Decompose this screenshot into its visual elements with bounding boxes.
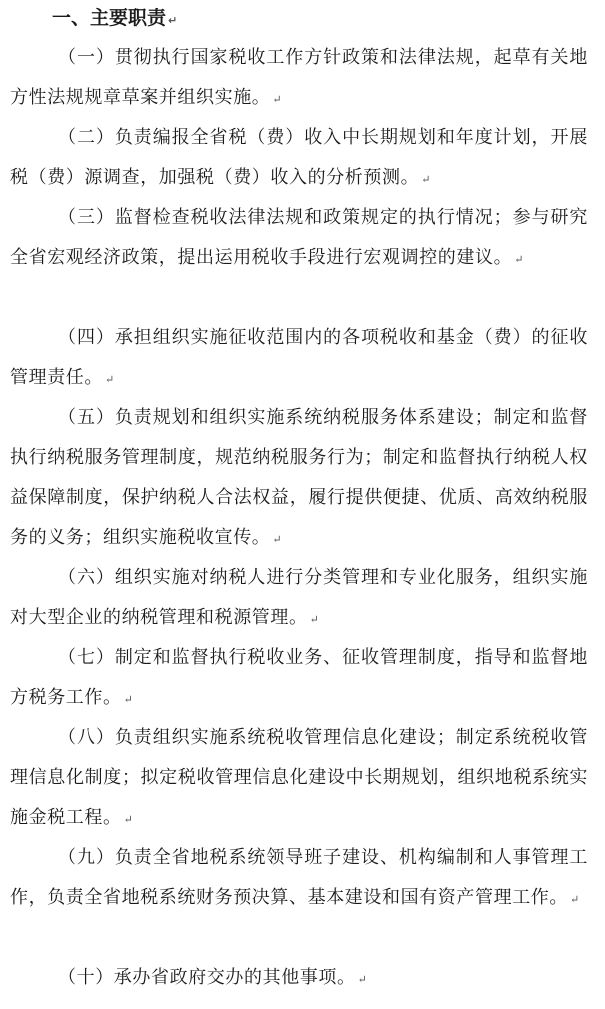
- paragraph-mark-icon: ↵: [272, 533, 283, 546]
- paragraph-mark-icon: ↵: [357, 973, 368, 986]
- paragraph-mark-icon: ↵: [123, 693, 134, 706]
- duty-item-text: （三）监督检查税收法律法规和政策规定的执行情况；参与研究全省宏观经济政策，提出运用税收手段进行宏观调控的建议。: [10, 207, 588, 268]
- duty-item-8: [10, 718, 588, 840]
- duty-item-text: （六）组织实施对纳税人进行分类管理和专业化服务，组织实施对大型企业的纳税管理和税源管理。: [10, 567, 588, 628]
- duty-item-1: [10, 38, 588, 120]
- duty-item-text: （四）承担组织实施征收范围内的各项税收和基金（费）的征收管理责任。: [10, 327, 588, 388]
- paragraph-mark-icon: ↵: [514, 253, 525, 266]
- duty-item-9: [10, 838, 588, 920]
- duty-item-10: [10, 958, 588, 1000]
- section-heading: [52, 4, 177, 35]
- duty-item-text: （五）负责规划和组织实施系统纳税服务体系建设；制定和监督执行纳税服务管理制度，规范纳税服务行为；制定和监督执行纳税人权益保障制度，保护纳税人合法权益，履行提供便捷、优质、高效纳税服务的义务；组织实施税收宣传。: [10, 407, 588, 548]
- duty-item-text: （十）承办省政府交办的其他事项。: [58, 967, 356, 988]
- paragraph-mark-icon: ↵: [272, 93, 283, 106]
- duty-item-text: （一）贯彻执行国家税收工作方针政策和法律法规，起草有关地方性法规规章草案并组织实施。: [10, 47, 588, 108]
- duty-item-4: [10, 318, 588, 400]
- paragraph-mark-icon: ↵: [309, 613, 320, 626]
- duty-item-5: [10, 398, 588, 560]
- paragraph-mark-icon: ↵: [570, 893, 580, 906]
- duty-item-text: （九）负责全省地税系统领导班子建设、机构编制和人事管理工作，负责全省地税系统财务预决算、基本建设和国有资产管理工作。: [10, 847, 588, 908]
- duty-item-3: [10, 198, 588, 280]
- paragraph-mark-icon: ↵: [105, 373, 115, 386]
- paragraph-mark-icon: ↵: [123, 813, 134, 826]
- duty-item-7: [10, 638, 588, 720]
- duty-item-2: [10, 118, 588, 200]
- paragraph-mark-icon: ↵: [168, 14, 178, 27]
- duty-item-text: （八）负责组织实施系统税收管理信息化建设；制定系统税收管理信息化制度；拟定税收管理信息化建设中长期规划，组织地税系统实施金税工程。: [10, 727, 588, 828]
- section-heading-text: 一、主要职责: [52, 7, 167, 29]
- duty-item-6: [10, 558, 588, 640]
- duty-item-text: （二）负责编报全省税（费）收入中长期规划和年度计划，开展税（费）源调查，加强税（费）收入的分析预测。: [10, 127, 588, 188]
- paragraph-mark-icon: ↵: [421, 173, 432, 186]
- duty-item-text: （七）制定和监督执行税收业务、征收管理制度，指导和监督地方税务工作。: [10, 647, 588, 708]
